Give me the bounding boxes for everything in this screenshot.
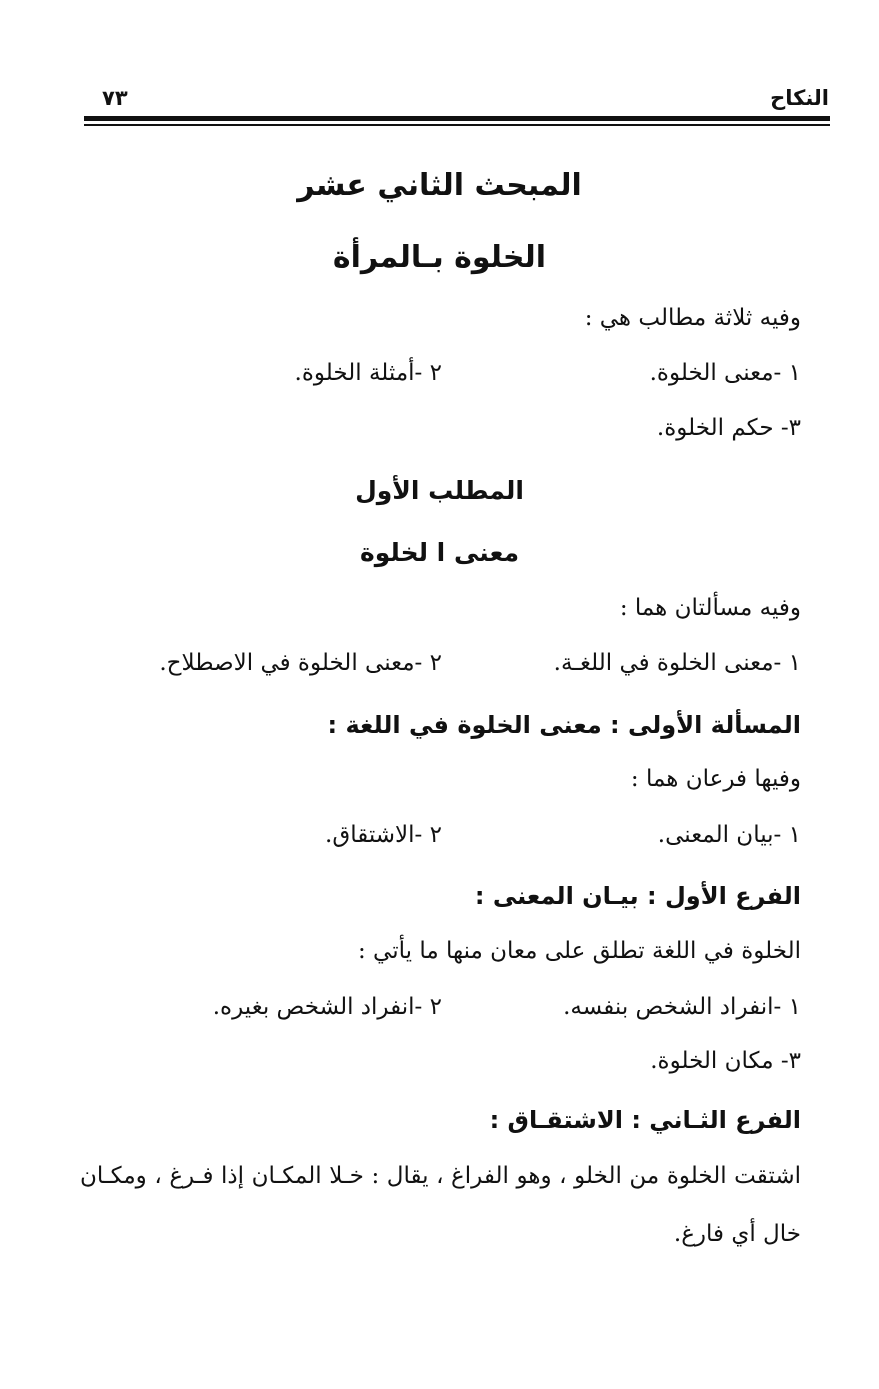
far2-paragraph: اشتقت الخلوة من الخلو ، وهو الفراغ ، يقال : خـلا المكـان إذا فـرغ ، ومكـان خال أي فارغ.	[80, 1163, 801, 1247]
section-heading: المبحث الثاني عشر	[297, 168, 582, 203]
matlab-heading: المطلب الأول	[355, 476, 524, 505]
section-item-3: ٣- حكم الخلوة.	[656, 415, 801, 441]
section-item-2: ٢ -أمثلة الخلوة.	[294, 360, 442, 386]
matlab-intro: وفيه مسألتان هما :	[619, 595, 801, 621]
masala-heading: المسألة الأولى : معنى الخلوة في اللغة :	[327, 711, 801, 739]
masala-intro: وفيها فرعان هما :	[630, 766, 801, 792]
matlab-subheading: معنى ا لخلوة	[359, 538, 520, 567]
far1-item-3: ٣- مكان الخلوة.	[650, 1048, 801, 1074]
section-subheading: الخلوة بـالمرأة	[332, 240, 547, 275]
running-header-title: النكاح	[770, 86, 829, 110]
far1-item-2: ٢ -انفراد الشخص بغيره.	[212, 994, 442, 1020]
page-number: ٧٣	[102, 86, 128, 110]
masala-item-1: ١ -بيان المعنى.	[657, 822, 801, 848]
matlab-item-1: ١ -معنى الخلوة في اللغـة.	[553, 650, 801, 676]
header-rule-thin	[84, 124, 830, 126]
far1-item-1: ١ -انفراد الشخص بنفسه.	[563, 994, 801, 1020]
section-item-1: ١ -معنى الخلوة.	[649, 360, 801, 386]
far1-intro: الخلوة في اللغة تطلق على معان منها ما يأتي :	[357, 938, 801, 964]
section-intro: وفيه ثلاثة مطالب هي :	[584, 305, 801, 331]
far1-heading: الفرع الأول : بيـان المعنى :	[474, 882, 801, 910]
header-rule-thick	[84, 116, 830, 121]
matlab-item-2: ٢ -معنى الخلوة في الاصطلاح.	[159, 650, 442, 676]
far2-heading: الفرع الثـاني : الاشتقـاق :	[489, 1106, 801, 1134]
masala-item-2: ٢ -الاشتقاق.	[325, 822, 442, 848]
